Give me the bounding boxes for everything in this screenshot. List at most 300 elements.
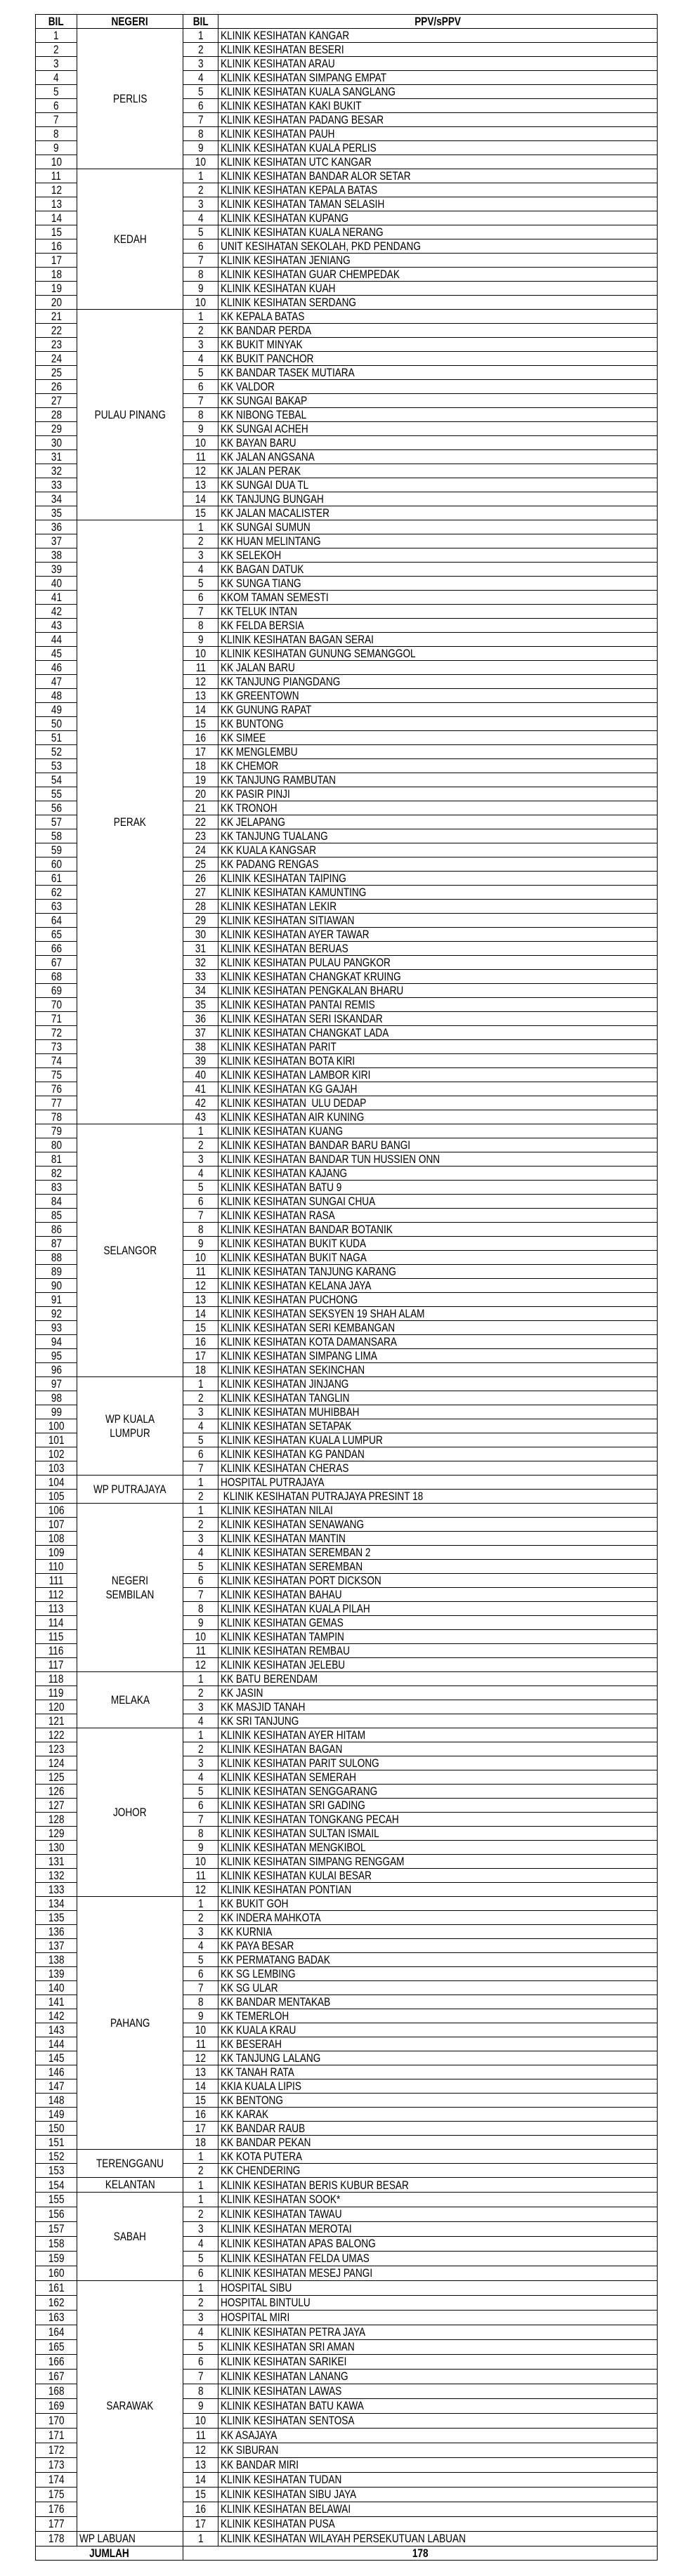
state-row-number: 15	[183, 2094, 218, 2108]
facility-name: KLINIK KESIHATAN SIMPANG EMPAT	[218, 71, 658, 85]
facility-name: KK PASIR PINJI	[218, 787, 658, 801]
row-number: 86	[36, 1223, 77, 1237]
row-number: 63	[36, 900, 77, 914]
state-row-number: 1	[183, 2193, 218, 2207]
facility-name: KLINIK KESIHATAN MESEJ PANGI	[218, 2266, 658, 2281]
state-row-number: 17	[183, 2517, 218, 2532]
row-number: 49	[36, 703, 77, 717]
table-row	[36, 2193, 658, 2207]
state-row-number: 8	[183, 1602, 218, 1616]
state-row-number: 14	[183, 1307, 218, 1321]
row-number: 2	[36, 43, 77, 57]
row-number: 165	[36, 2340, 77, 2355]
state-row-number: 42	[183, 1096, 218, 1110]
facility-name: KLINIK KESIHATAN SEREMBAN	[218, 1560, 658, 1574]
row-number: 125	[36, 1770, 77, 1785]
row-number: 25	[36, 366, 77, 380]
row-number: 108	[36, 1532, 77, 1546]
row-number: 167	[36, 2370, 77, 2384]
row-number: 160	[36, 2266, 77, 2281]
state-name: TERENGGANU	[77, 2150, 183, 2178]
facility-name: KK HUAN MELINTANG	[218, 534, 658, 548]
state-row-number: 2	[183, 2164, 218, 2178]
facility-name: KK BANDAR RAUB	[218, 2122, 658, 2136]
state-row-number: 14	[183, 2079, 218, 2094]
facility-name: KLINIK KESIHATAN PANTAI REMIS	[218, 998, 658, 1012]
state-row-number: 12	[183, 1883, 218, 1897]
row-number: 121	[36, 1714, 77, 1728]
row-number: 94	[36, 1335, 77, 1349]
state-row-number: 36	[183, 1012, 218, 1026]
state-row-number: 10	[183, 2414, 218, 2429]
header-negeri: NEGERI	[77, 15, 183, 29]
state-row-number: 15	[183, 1321, 218, 1335]
row-number: 46	[36, 661, 77, 675]
row-number: 3	[36, 57, 77, 71]
facility-name: KK CHEMOR	[218, 759, 658, 773]
state-row-number: 30	[183, 928, 218, 942]
state-row-number: 7	[183, 1813, 218, 1827]
row-number: 40	[36, 577, 77, 591]
facility-name: KLINIK KESIHATAN TONGKANG PECAH	[218, 1813, 658, 1827]
row-number: 92	[36, 1307, 77, 1321]
facility-name: KLINIK KESIHATAN REMBAU	[218, 1644, 658, 1658]
row-number: 130	[36, 1841, 77, 1855]
state-row-number: 10	[183, 2023, 218, 2037]
state-row-number: 3	[183, 1152, 218, 1167]
row-number: 106	[36, 1504, 77, 1518]
row-number: 161	[36, 2281, 77, 2296]
row-number: 110	[36, 1560, 77, 1574]
facility-name: KK TEMERLOH	[218, 2009, 658, 2023]
row-number: 99	[36, 1405, 77, 1419]
facility-name: KK BAYAN BARU	[218, 436, 658, 450]
row-number: 93	[36, 1321, 77, 1335]
row-number: 50	[36, 717, 77, 731]
row-number: 56	[36, 801, 77, 815]
state-row-number: 12	[183, 675, 218, 689]
state-row-number: 2	[183, 1742, 218, 1756]
row-number: 164	[36, 2325, 77, 2340]
state-row-number: 3	[183, 1405, 218, 1419]
row-number: 47	[36, 675, 77, 689]
table-row	[36, 29, 658, 43]
facility-name: KLINIK KESIHATAN ARAU	[218, 57, 658, 71]
row-number: 14	[36, 211, 77, 225]
facility-name: KLINIK KESIHATAN SRI AMAN	[218, 2340, 658, 2355]
facility-name: KK BUNTONG	[218, 717, 658, 731]
table-row	[36, 1728, 658, 1742]
row-number: 98	[36, 1391, 77, 1405]
state-row-number: 13	[183, 689, 218, 703]
row-number: 33	[36, 478, 77, 492]
row-number: 5	[36, 85, 77, 99]
state-row-number: 8	[183, 268, 218, 282]
facility-name: KK BESERAH	[218, 2037, 658, 2051]
facility-name: KK BATU BERENDAM	[218, 1672, 658, 1686]
row-number: 43	[36, 619, 77, 633]
facility-name: KLINIK KESIHATAN BANDAR TUN HUSSIEN ONN	[218, 1152, 658, 1167]
facility-name: KLINIK KESIHATAN TANGLIN	[218, 1391, 658, 1405]
row-number: 137	[36, 1939, 77, 1953]
row-number: 88	[36, 1251, 77, 1265]
facility-name: KLINIK KESIHATAN TAIPING	[218, 872, 658, 886]
row-number: 122	[36, 1728, 77, 1742]
row-number: 115	[36, 1630, 77, 1644]
state-row-number: 9	[183, 141, 218, 155]
state-name: PERAK	[77, 520, 183, 1124]
state-row-number: 13	[183, 2065, 218, 2079]
facility-name: KK JELAPANG	[218, 815, 658, 829]
state-row-number: 4	[183, 71, 218, 85]
row-number: 146	[36, 2065, 77, 2079]
row-number: 21	[36, 310, 77, 324]
row-number: 140	[36, 1981, 77, 1995]
ppv-list-table	[35, 14, 658, 2561]
facility-name: KK BANDAR TASEK MUTIARA	[218, 366, 658, 380]
facility-name: KK TELUK INTAN	[218, 605, 658, 619]
row-number: 159	[36, 2252, 77, 2266]
facility-name: KLINIK KESIHATAN NILAI	[218, 1504, 658, 1518]
row-number: 102	[36, 1447, 77, 1461]
row-number: 61	[36, 872, 77, 886]
facility-name: KLINIK KESIHATAN SEKINCHAN	[218, 1363, 658, 1377]
facility-name: KK KUALA KRAU	[218, 2023, 658, 2037]
row-number: 112	[36, 1588, 77, 1602]
facility-name: KLINIK KESIHATAN ULU DEDAP	[218, 1096, 658, 1110]
state-row-number: 10	[183, 155, 218, 169]
facility-name: KLINIK KESIHATAN SULTAN ISMAIL	[218, 1827, 658, 1841]
facility-name: KLINIK KESIHATAN SEMERAH	[218, 1770, 658, 1785]
row-number: 62	[36, 886, 77, 900]
facility-name: KLINIK KESIHATAN LAWAS	[218, 2384, 658, 2399]
row-number: 152	[36, 2150, 77, 2164]
state-row-number: 14	[183, 492, 218, 506]
row-number: 162	[36, 2296, 77, 2311]
state-row-number: 38	[183, 1040, 218, 1054]
row-number: 109	[36, 1546, 77, 1560]
facility-name: KKOM TAMAN SEMESTI	[218, 591, 658, 605]
row-number: 118	[36, 1672, 77, 1686]
row-number: 64	[36, 914, 77, 928]
header-ppv: PPV/sPPV	[218, 15, 658, 29]
row-number: 116	[36, 1644, 77, 1658]
state-row-number: 39	[183, 1054, 218, 1068]
row-number: 70	[36, 998, 77, 1012]
facility-name: KK SIMEE	[218, 731, 658, 745]
state-row-number: 15	[183, 717, 218, 731]
state-row-number: 3	[183, 2222, 218, 2237]
state-row-number: 2	[183, 1490, 218, 1504]
state-row-number: 2	[183, 1391, 218, 1405]
facility-name: KLINIK KESIHATAN TUDAN	[218, 2473, 658, 2488]
state-row-number: 8	[183, 1223, 218, 1237]
state-row-number: 9	[183, 422, 218, 436]
header-bil-state: BIL	[183, 15, 218, 29]
state-name: NEGERI SEMBILAN	[77, 1504, 183, 1672]
row-number: 138	[36, 1953, 77, 1967]
state-row-number: 7	[183, 394, 218, 408]
row-number: 69	[36, 984, 77, 998]
state-row-number: 20	[183, 787, 218, 801]
facility-name: KK KARAK	[218, 2108, 658, 2122]
state-row-number: 11	[183, 450, 218, 464]
state-row-number: 4	[183, 1167, 218, 1181]
facility-name: KLINIK KESIHATAN BAGAN SERAI	[218, 633, 658, 647]
state-row-number: 1	[183, 310, 218, 324]
state-row-number: 10	[183, 436, 218, 450]
row-number: 23	[36, 338, 77, 352]
state-row-number: 10	[183, 296, 218, 310]
row-number: 177	[36, 2517, 77, 2532]
row-number: 16	[36, 239, 77, 254]
facility-name: KLINIK KESIHATAN KOTA DAMANSARA	[218, 1335, 658, 1349]
row-number: 119	[36, 1686, 77, 1700]
row-number: 168	[36, 2384, 77, 2399]
table-body	[36, 29, 658, 2547]
state-row-number: 3	[183, 1700, 218, 1714]
state-row-number: 6	[183, 591, 218, 605]
state-row-number: 1	[183, 1377, 218, 1391]
table-row	[36, 169, 658, 183]
facility-name: KLINIK KESIHATAN SIBU JAYA	[218, 2488, 658, 2502]
facility-name: KLINIK KESIHATAN KUALA LUMPUR	[218, 1433, 658, 1447]
facility-name: KK BUKIT MINYAK	[218, 338, 658, 352]
facility-name: KLINIK KESIHATAN PARIT SULONG	[218, 1756, 658, 1770]
facility-name: KLINIK KESIHATAN CHANGKAT LADA	[218, 1026, 658, 1040]
state-row-number: 35	[183, 998, 218, 1012]
facility-name: KK GREENTOWN	[218, 689, 658, 703]
facility-name: KKIA KUALA LIPIS	[218, 2079, 658, 2094]
state-row-number: 14	[183, 703, 218, 717]
state-row-number: 3	[183, 197, 218, 211]
row-number: 27	[36, 394, 77, 408]
row-number: 120	[36, 1700, 77, 1714]
total-row	[36, 2547, 658, 2561]
row-number: 144	[36, 2037, 77, 2051]
facility-name: KK TANJUNG LALANG	[218, 2051, 658, 2065]
facility-name: KK KUALA KANGSAR	[218, 843, 658, 857]
state-name: MELAKA	[77, 1672, 183, 1728]
facility-name: KLINIK KESIHATAN JELEBU	[218, 1658, 658, 1672]
table-row	[36, 520, 658, 534]
state-row-number: 26	[183, 872, 218, 886]
facility-name: KLINIK KESIHATAN KAMUNTING	[218, 886, 658, 900]
table-row	[36, 1504, 658, 1518]
facility-name: KLINIK KESIHATAN CHANGKAT KRUING	[218, 970, 658, 984]
state-row-number: 11	[183, 661, 218, 675]
facility-name: KLINIK KESIHATAN KG PANDAN	[218, 1447, 658, 1461]
row-number: 145	[36, 2051, 77, 2065]
table-row	[36, 2532, 658, 2547]
state-row-number: 5	[183, 1785, 218, 1799]
state-row-number: 1	[183, 1504, 218, 1518]
row-number: 67	[36, 956, 77, 970]
row-number: 154	[36, 2178, 77, 2193]
state-row-number: 1	[183, 2178, 218, 2193]
state-row-number: 17	[183, 2122, 218, 2136]
facility-name: KLINIK KESIHATAN PORT DICKSON	[218, 1574, 658, 1588]
state-row-number: 5	[183, 2252, 218, 2266]
state-row-number: 16	[183, 1335, 218, 1349]
row-number: 156	[36, 2207, 77, 2222]
row-number: 133	[36, 1883, 77, 1897]
facility-name: KLINIK KESIHATAN BESERI	[218, 43, 658, 57]
row-number: 52	[36, 745, 77, 759]
row-number: 101	[36, 1433, 77, 1447]
state-row-number: 2	[183, 1686, 218, 1700]
state-name: PAHANG	[77, 1897, 183, 2150]
row-number: 104	[36, 1476, 77, 1490]
state-row-number: 25	[183, 857, 218, 872]
facility-name: KLINIK KESIHATAN GUAR CHEMPEDAK	[218, 268, 658, 282]
row-number: 60	[36, 857, 77, 872]
row-number: 74	[36, 1054, 77, 1068]
state-row-number: 43	[183, 1110, 218, 1124]
facility-name: KK TANJUNG BUNGAH	[218, 492, 658, 506]
state-row-number: 22	[183, 815, 218, 829]
facility-name: HOSPITAL MIRI	[218, 2311, 658, 2325]
table-row	[36, 1124, 658, 1138]
state-row-number: 5	[183, 1433, 218, 1447]
facility-name: KK BENTONG	[218, 2094, 658, 2108]
row-number: 1	[36, 29, 77, 43]
state-row-number: 6	[183, 99, 218, 113]
facility-name: KK TANJUNG TUALANG	[218, 829, 658, 843]
state-row-number: 6	[183, 1447, 218, 1461]
facility-name: KLINIK KESIHATAN KUALA PERLIS	[218, 141, 658, 155]
facility-name: KLINIK KESIHATAN KULAI BESAR	[218, 1869, 658, 1883]
state-row-number: 7	[183, 1981, 218, 1995]
facility-name: KLINIK KESIHATAN SIMPANG LIMA	[218, 1349, 658, 1363]
facility-name: KLINIK KESIHATAN SOOK*	[218, 2193, 658, 2207]
facility-name: KLINIK KESIHATAN BATU 9	[218, 1181, 658, 1195]
facility-name: KK JALAN ANGSANA	[218, 450, 658, 464]
state-row-number: 2	[183, 324, 218, 338]
row-number: 141	[36, 1995, 77, 2009]
facility-name: KK CHENDERING	[218, 2164, 658, 2178]
facility-name: KLINIK KESIHATAN PUCHONG	[218, 1293, 658, 1307]
state-row-number: 37	[183, 1026, 218, 1040]
state-row-number: 34	[183, 984, 218, 998]
row-number: 107	[36, 1518, 77, 1532]
state-row-number: 5	[183, 577, 218, 591]
state-row-number: 5	[183, 2340, 218, 2355]
row-number: 82	[36, 1167, 77, 1181]
table-row	[36, 2150, 658, 2164]
row-number: 149	[36, 2108, 77, 2122]
row-number: 7	[36, 113, 77, 127]
state-row-number: 10	[183, 647, 218, 661]
state-row-number: 6	[183, 380, 218, 394]
facility-name: KK SUNGAI ACHEH	[218, 422, 658, 436]
row-number: 12	[36, 183, 77, 197]
facility-name: KLINIK KESIHATAN SERDANG	[218, 296, 658, 310]
row-number: 15	[36, 225, 77, 239]
facility-name: KLINIK KESIHATAN PUTRAJAYA PRESINT 18	[218, 1490, 658, 1504]
state-row-number: 31	[183, 942, 218, 956]
row-number: 131	[36, 1855, 77, 1869]
facility-name: KLINIK KESIHATAN BAHAU	[218, 1588, 658, 1602]
state-row-number: 24	[183, 843, 218, 857]
facility-name: KLINIK KESIHATAN BAGAN	[218, 1742, 658, 1756]
facility-name: KLINIK KESIHATAN BANDAR ALOR SETAR	[218, 169, 658, 183]
state-row-number: 7	[183, 254, 218, 268]
facility-name: KLINIK KESIHATAN PARIT	[218, 1040, 658, 1054]
state-row-number: 15	[183, 506, 218, 520]
state-row-number: 7	[183, 2370, 218, 2384]
facility-name: KLINIK KESIHATAN TAMPIN	[218, 1630, 658, 1644]
row-number: 105	[36, 1490, 77, 1504]
state-row-number: 12	[183, 2443, 218, 2458]
facility-name: KK BANDAR PEKAN	[218, 2136, 658, 2150]
row-number: 38	[36, 548, 77, 563]
state-row-number: 6	[183, 239, 218, 254]
table-row	[36, 1476, 658, 1490]
state-row-number: 3	[183, 1756, 218, 1770]
state-row-number: 6	[183, 1967, 218, 1981]
row-number: 10	[36, 155, 77, 169]
facility-name: KK SUNGAI BAKAP	[218, 394, 658, 408]
row-number: 175	[36, 2488, 77, 2502]
facility-name: KLINIK KESIHATAN WILAYAH PERSEKUTUAN LABUAN	[218, 2532, 658, 2547]
state-row-number: 2	[183, 534, 218, 548]
facility-name: KK PAYA BESAR	[218, 1939, 658, 1953]
state-name: SELANGOR	[77, 1124, 183, 1377]
state-row-number: 4	[183, 211, 218, 225]
row-number: 20	[36, 296, 77, 310]
facility-name: KK KEPALA BATAS	[218, 310, 658, 324]
facility-name: KK SRI TANJUNG	[218, 1714, 658, 1728]
row-number: 28	[36, 408, 77, 422]
state-row-number: 2	[183, 1518, 218, 1532]
row-number: 85	[36, 1209, 77, 1223]
state-row-number: 10	[183, 1855, 218, 1869]
facility-name: KLINIK KESIHATAN SRI GADING	[218, 1799, 658, 1813]
row-number: 19	[36, 282, 77, 296]
row-number: 31	[36, 450, 77, 464]
total-label: JUMLAH	[36, 2547, 183, 2561]
state-name: PERLIS	[77, 29, 183, 169]
row-number: 6	[36, 99, 77, 113]
facility-name: KLINIK KESIHATAN KUALA SANGLANG	[218, 85, 658, 99]
row-number: 171	[36, 2429, 77, 2443]
state-row-number: 2	[183, 2296, 218, 2311]
row-number: 39	[36, 563, 77, 577]
state-row-number: 7	[183, 1588, 218, 1602]
row-number: 103	[36, 1461, 77, 1476]
facility-name: KLINIK KESIHATAN TAWAU	[218, 2207, 658, 2222]
facility-name: HOSPITAL PUTRAJAYA	[218, 1476, 658, 1490]
state-name: KEDAH	[77, 169, 183, 310]
facility-name: HOSPITAL BINTULU	[218, 2296, 658, 2311]
row-number: 95	[36, 1349, 77, 1363]
row-number: 90	[36, 1279, 77, 1293]
row-number: 143	[36, 2023, 77, 2037]
state-row-number: 5	[183, 225, 218, 239]
facility-name: KLINIK KESIHATAN SIMPANG RENGGAM	[218, 1855, 658, 1869]
row-number: 100	[36, 1419, 77, 1433]
row-number: 45	[36, 647, 77, 661]
state-row-number: 18	[183, 759, 218, 773]
state-row-number: 11	[183, 1869, 218, 1883]
state-row-number: 17	[183, 1349, 218, 1363]
row-number: 36	[36, 520, 77, 534]
facility-name: KLINIK KESIHATAN KUAH	[218, 282, 658, 296]
state-row-number: 28	[183, 900, 218, 914]
row-number: 54	[36, 773, 77, 787]
state-row-number: 5	[183, 1181, 218, 1195]
